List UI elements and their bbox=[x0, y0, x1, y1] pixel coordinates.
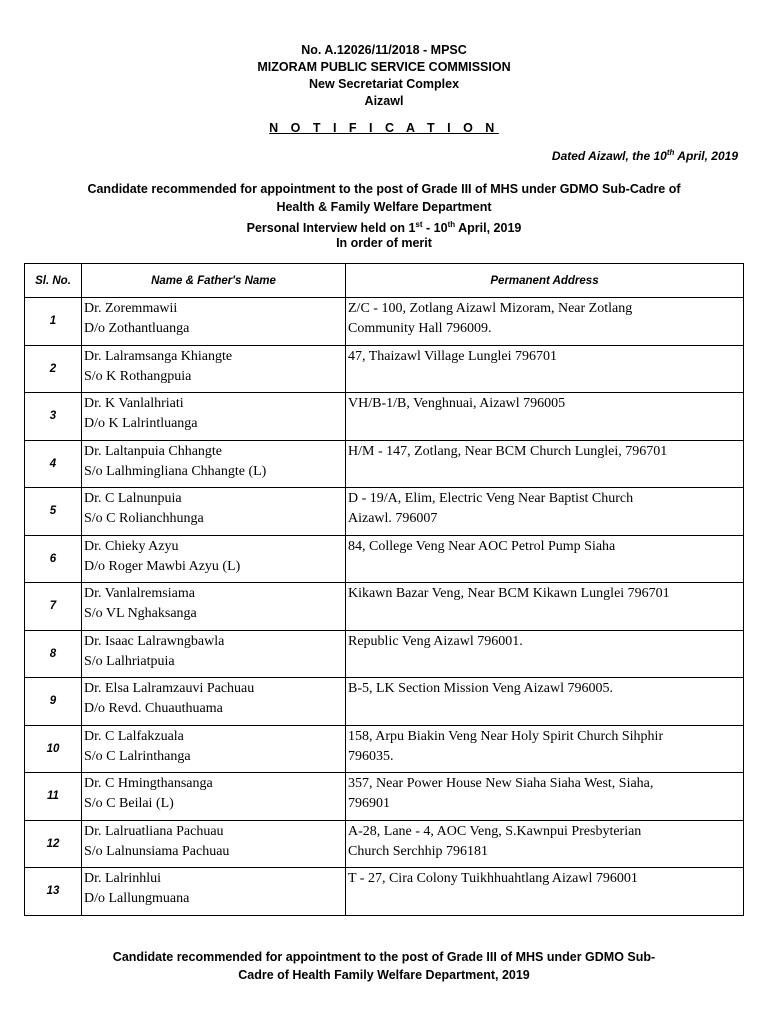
candidate-cell bbox=[82, 630, 346, 678]
serial-number: 12 bbox=[25, 820, 82, 868]
lead-line-1: Candidate recommended for appointment to the post of Grade III of MHS under GDMO Sub-Cadre of bbox=[87, 182, 681, 196]
parent-name: S/o C Lalrinthanga bbox=[84, 748, 191, 764]
commission-complex: New Secretariat Complex bbox=[308, 77, 460, 91]
parent-name: S/o C Rolianchhunga bbox=[84, 511, 204, 526]
dated-line bbox=[552, 148, 738, 163]
address-line-1: T - 27, Cira Colony Tuikhhuahtlang Aizawl 796001 bbox=[348, 871, 638, 886]
reference-number: No. A.12026/11/2018 - MPSC bbox=[301, 43, 467, 57]
parent-name: S/o Lalhriatpuia bbox=[84, 653, 175, 669]
address-cell bbox=[346, 630, 744, 678]
address-line-1: 158, Arpu Biakin Veng Near Holy Spirit Church Sihphir bbox=[348, 728, 664, 744]
candidate-cell bbox=[82, 345, 346, 393]
address-line-1: B-5, LK Section Mission Veng Aizawl 796005. bbox=[348, 681, 613, 696]
table-row bbox=[25, 630, 744, 678]
candidate-cell bbox=[82, 488, 346, 536]
table-row bbox=[25, 345, 744, 393]
address-line-1: Z/C - 100, Zotlang Aizawl Mizoram, Near Zotlang bbox=[348, 301, 633, 316]
table-row bbox=[25, 725, 744, 773]
parent-name: D/o Lallungmuana bbox=[84, 891, 190, 906]
candidate-name: Dr. Elsa Lalramzauvi Pachuau bbox=[84, 681, 255, 696]
parent-name: D/o Zothantluanga bbox=[84, 321, 190, 336]
candidate-name: Dr. Lalrinhlui bbox=[84, 871, 161, 886]
address-line-2: Community Hall 796009. bbox=[348, 321, 492, 336]
commission-name: MIZORAM PUBLIC SERVICE COMMISSION bbox=[257, 60, 511, 74]
address-line-1: 357, Near Power House New Siaha Siaha West, Siaha, bbox=[348, 776, 654, 791]
candidate-cell bbox=[82, 678, 346, 726]
lead-line-4: In order of merit bbox=[336, 236, 432, 250]
candidate-cell bbox=[82, 725, 346, 773]
serial-number: 4 bbox=[25, 440, 82, 488]
notification-title: N O T I F I C A T I O N bbox=[269, 121, 499, 135]
footer-line-1: Candidate recommended for appointment to the post of Grade III of MHS under GDMO Sub- bbox=[112, 950, 656, 964]
parent-name: S/o K Rothangpuia bbox=[84, 368, 192, 384]
address-cell bbox=[346, 583, 744, 631]
candidate-name: Dr. Lalramsanga Khiangte bbox=[84, 348, 233, 364]
serial-number: 3 bbox=[25, 393, 82, 441]
address-cell bbox=[346, 678, 744, 726]
merit-table bbox=[24, 263, 744, 916]
address-cell bbox=[346, 345, 744, 393]
serial-number: 7 bbox=[25, 583, 82, 631]
address-line-1: 47, Thaizawl Village Lunglei 796701 bbox=[348, 348, 557, 364]
serial-number: 9 bbox=[25, 678, 82, 726]
candidate-name: Dr. Isaac Lalrawngbawla bbox=[84, 633, 225, 649]
address-line-1: 84, College Veng Near AOC Petrol Pump Siaha bbox=[348, 538, 616, 554]
interview-mid: - 10 bbox=[422, 221, 448, 236]
table-row bbox=[25, 488, 744, 536]
address-cell bbox=[346, 773, 744, 821]
table-row bbox=[25, 440, 744, 488]
header-name: Name & Father's Name bbox=[82, 264, 346, 298]
candidate-name: Dr. Vanlalremsiama bbox=[84, 586, 195, 601]
address-cell bbox=[346, 535, 744, 583]
candidate-name: Dr. K Vanlalhriati bbox=[84, 396, 184, 411]
address-cell bbox=[346, 820, 744, 868]
address-line-1: A-28, Lane - 4, AOC Veng, S.Kawnpui Presbyterian bbox=[348, 823, 642, 839]
candidate-cell bbox=[82, 298, 346, 346]
table-row bbox=[25, 393, 744, 441]
interview-prefix: Personal Interview held on 1 bbox=[246, 221, 416, 236]
table-row bbox=[25, 868, 744, 916]
parent-name: S/o C Beilai (L) bbox=[84, 796, 174, 811]
serial-number: 11 bbox=[25, 773, 82, 821]
candidate-cell bbox=[82, 773, 346, 821]
serial-number: 6 bbox=[25, 535, 82, 583]
serial-number: 1 bbox=[25, 298, 82, 346]
candidate-name: Dr. C Lalfakzuala bbox=[84, 728, 184, 744]
dated-suffix: April, 2019 bbox=[674, 149, 738, 163]
candidate-name: Dr. Lalruatliana Pachuau bbox=[84, 823, 224, 839]
header-sl-no: Sl. No. bbox=[25, 264, 82, 298]
serial-number: 10 bbox=[25, 725, 82, 773]
parent-name: S/o VL Nghaksanga bbox=[84, 606, 197, 621]
candidate-name: Dr. Laltanpuia Chhangte bbox=[84, 443, 223, 459]
serial-number: 2 bbox=[25, 345, 82, 393]
address-cell bbox=[346, 393, 744, 441]
interview-sup-2: th bbox=[447, 220, 456, 229]
interview-sup-1: st bbox=[415, 220, 423, 229]
serial-number: 13 bbox=[25, 868, 82, 916]
address-line-1: H/M - 147, Zotlang, Near BCM Church Lunglei, 796701 bbox=[348, 443, 668, 459]
parent-name: D/o Roger Mawbi Azyu (L) bbox=[84, 558, 241, 574]
address-line-2: Church Serchhip 796181 bbox=[348, 843, 488, 859]
candidate-cell bbox=[82, 535, 346, 583]
candidate-cell bbox=[82, 820, 346, 868]
address-cell bbox=[346, 488, 744, 536]
commission-city: Aizawl bbox=[364, 94, 404, 108]
serial-number: 8 bbox=[25, 630, 82, 678]
address-cell bbox=[346, 868, 744, 916]
table-row bbox=[25, 535, 744, 583]
candidate-name: Dr. C Lalnunpuia bbox=[84, 491, 182, 506]
address-cell bbox=[346, 298, 744, 346]
address-cell bbox=[346, 725, 744, 773]
address-line-1: Republic Veng Aizawl 796001. bbox=[348, 633, 523, 649]
address-line-1: D - 19/A, Elim, Electric Veng Near Baptist Church bbox=[348, 491, 634, 506]
table-row bbox=[25, 298, 744, 346]
interview-suffix: April, 2019 bbox=[455, 221, 522, 236]
address-cell bbox=[346, 440, 744, 488]
candidate-name: Dr. Zoremmawii bbox=[84, 301, 178, 316]
candidate-cell bbox=[82, 393, 346, 441]
candidate-name: Dr. Chieky Azyu bbox=[84, 538, 179, 554]
dated-prefix: Dated Aizawl, the 10 bbox=[551, 149, 667, 163]
parent-name: D/o K Lalrintluanga bbox=[84, 416, 198, 431]
candidate-cell bbox=[82, 583, 346, 631]
address-line-2: 796035. bbox=[348, 748, 394, 764]
lead-line-2: Health & Family Welfare Department bbox=[276, 200, 492, 214]
parent-name: S/o Lalnunsiama Pachuau bbox=[84, 843, 230, 859]
parent-name: D/o Revd. Chuauthuama bbox=[84, 701, 223, 716]
candidate-cell bbox=[82, 868, 346, 916]
table-row bbox=[25, 583, 744, 631]
dated-sup: th bbox=[666, 148, 675, 157]
table-row bbox=[25, 678, 744, 726]
serial-number: 5 bbox=[25, 488, 82, 536]
parent-name: S/o Lalhmingliana Chhangte (L) bbox=[84, 463, 267, 479]
candidate-name: Dr. C Hmingthansanga bbox=[84, 776, 213, 791]
address-line-2: 796901 bbox=[348, 796, 390, 811]
header-address: Permanent Address bbox=[346, 264, 744, 298]
footer-line-2: Cadre of Health Family Welfare Department, 2019 bbox=[238, 968, 530, 982]
candidate-cell bbox=[82, 440, 346, 488]
table-row bbox=[25, 773, 744, 821]
address-line-1: Kikawn Bazar Veng, Near BCM Kikawn Lunglei 796701 bbox=[348, 586, 670, 601]
address-line-2: Aizawl. 796007 bbox=[348, 511, 438, 526]
table-header-row bbox=[25, 264, 744, 298]
table-row bbox=[25, 820, 744, 868]
address-line-1: VH/B-1/B, Venghnuai, Aizawl 796005 bbox=[348, 396, 566, 411]
